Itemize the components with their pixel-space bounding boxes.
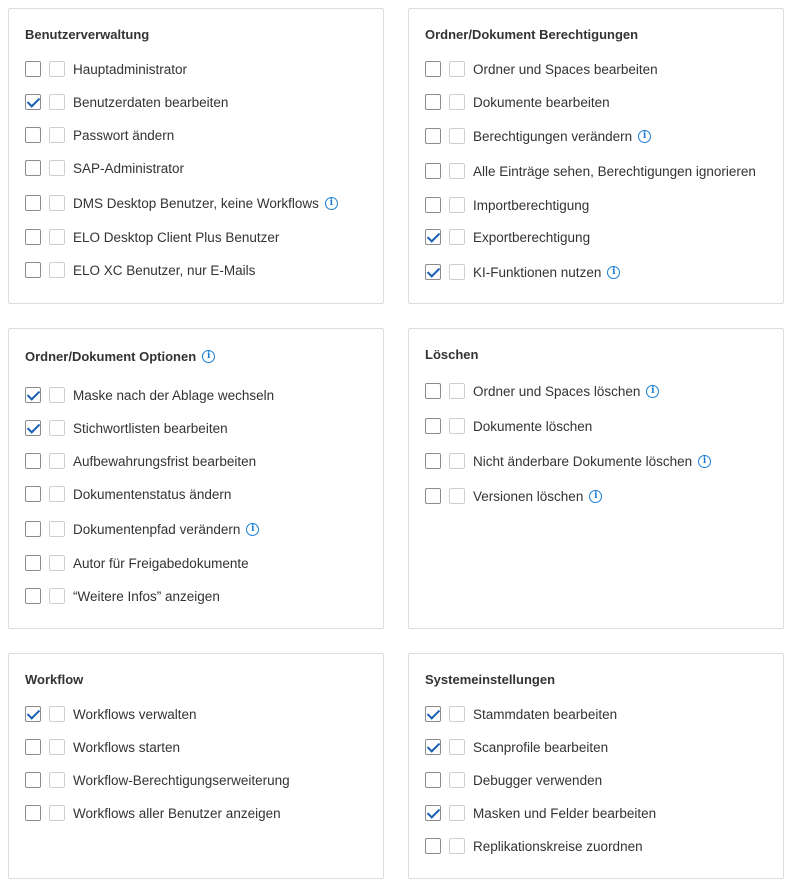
permission-row[interactable]	[25, 737, 180, 757]
checkbox[interactable]	[425, 197, 441, 213]
permission-label: Ordner und Spaces bearbeiten	[473, 61, 658, 77]
secondary-checkbox[interactable]	[449, 128, 465, 144]
info-icon[interactable]: i	[698, 455, 711, 468]
checkbox[interactable]	[425, 94, 441, 110]
permission-label: ELO Desktop Client Plus Benutzer	[73, 229, 280, 245]
permission-row[interactable]	[25, 193, 338, 213]
panel-systemeinstellungen	[408, 653, 784, 879]
permission-label: Exportberechtigung	[473, 229, 591, 245]
permission-row[interactable]	[425, 486, 602, 506]
checkbox[interactable]	[425, 128, 441, 144]
permission-label: Alle Einträge sehen, Berechtigungen ignorieren	[473, 163, 756, 179]
panel-title: Systemeinstellungen	[425, 672, 556, 687]
permission-label: Scanprofile bearbeiten	[473, 739, 609, 755]
checkbox[interactable]	[425, 61, 441, 77]
checkbox-checked[interactable]	[25, 420, 41, 436]
permission-row[interactable]	[25, 125, 174, 145]
secondary-checkbox[interactable]	[49, 521, 65, 537]
permission-row[interactable]	[425, 381, 659, 401]
secondary-checkbox[interactable]	[449, 488, 465, 504]
permission-label: Passwort ändern	[73, 127, 175, 143]
permission-row[interactable]	[425, 92, 610, 112]
permission-label: DMS Desktop Benutzer, keine Workflows	[73, 195, 319, 211]
info-icon[interactable]: i	[246, 523, 259, 536]
permission-label: Importberechtigung	[473, 197, 590, 213]
permission-row[interactable]	[425, 59, 658, 79]
permission-row[interactable]	[425, 262, 620, 282]
info-icon[interactable]: i	[589, 490, 602, 503]
permission-row[interactable]	[25, 92, 228, 112]
panel-ordner-dokument-optionen	[8, 328, 384, 629]
permission-label: Masken und Felder bearbeiten	[473, 805, 657, 821]
panel-loeschen	[408, 328, 784, 629]
panel-title: Löschen	[425, 347, 479, 362]
checkbox-checked[interactable]	[425, 264, 441, 280]
info-icon[interactable]: i	[202, 350, 215, 363]
secondary-checkbox[interactable]	[49, 706, 65, 722]
checkbox[interactable]	[25, 127, 41, 143]
secondary-checkbox[interactable]	[449, 229, 465, 245]
permission-row[interactable]	[425, 161, 756, 181]
secondary-checkbox[interactable]	[449, 706, 465, 722]
permission-row[interactable]	[425, 770, 602, 790]
panel-workflow	[8, 653, 384, 879]
secondary-checkbox[interactable]	[49, 486, 65, 502]
permission-label: ELO XC Benutzer, nur E-Mails	[73, 262, 256, 278]
info-icon[interactable]: i	[638, 130, 651, 143]
checkbox[interactable]	[425, 838, 441, 854]
checkbox[interactable]	[25, 739, 41, 755]
checkbox[interactable]	[425, 163, 441, 179]
permission-row[interactable]	[25, 586, 220, 606]
permission-label: Workflows aller Benutzer anzeigen	[73, 805, 281, 821]
checkbox[interactable]	[25, 772, 41, 788]
secondary-checkbox[interactable]	[49, 453, 65, 469]
secondary-checkbox[interactable]	[49, 772, 65, 788]
secondary-checkbox[interactable]	[49, 127, 65, 143]
permission-row[interactable]	[425, 704, 617, 724]
secondary-checkbox[interactable]	[449, 739, 465, 755]
permission-row[interactable]	[25, 770, 290, 790]
checkbox[interactable]	[425, 383, 441, 399]
permission-label: Benutzerdaten bearbeiten	[73, 94, 229, 110]
permission-label: Dokumente bearbeiten	[473, 94, 610, 110]
secondary-checkbox[interactable]	[49, 229, 65, 245]
checkbox[interactable]	[425, 488, 441, 504]
permission-label: Dokumente löschen	[473, 418, 593, 434]
permission-label: Maske nach der Ablage wechseln	[73, 387, 275, 403]
permission-row[interactable]	[25, 59, 187, 79]
permission-label: Debugger verwenden	[473, 772, 603, 788]
secondary-checkbox[interactable]	[49, 739, 65, 755]
permission-label: SAP-Administrator	[73, 160, 185, 176]
secondary-checkbox[interactable]	[449, 772, 465, 788]
permission-row[interactable]	[425, 737, 608, 757]
permission-label: Ordner und Spaces löschen	[473, 383, 641, 399]
checkbox[interactable]	[25, 555, 41, 571]
checkbox[interactable]	[25, 195, 41, 211]
permission-label: Aufbewahrungsfrist bearbeiten	[73, 453, 257, 469]
checkbox[interactable]	[25, 588, 41, 604]
checkbox-checked[interactable]	[25, 94, 41, 110]
secondary-checkbox[interactable]	[49, 61, 65, 77]
checkbox[interactable]	[25, 262, 41, 278]
secondary-checkbox[interactable]	[449, 383, 465, 399]
permission-row[interactable]	[425, 195, 589, 215]
info-icon[interactable]: i	[325, 197, 338, 210]
permission-label: Versionen löschen	[473, 488, 584, 504]
panel-title: Ordner/Dokument Berechtigungen	[425, 27, 639, 42]
permission-row[interactable]	[25, 260, 255, 280]
secondary-checkbox[interactable]	[49, 805, 65, 821]
panel-ordner-dokument-berechtigungen	[408, 8, 784, 304]
permission-row[interactable]	[425, 227, 590, 247]
permission-label: Replikationskreise zuordnen	[473, 838, 643, 854]
permission-row[interactable]	[25, 227, 279, 247]
secondary-checkbox[interactable]	[449, 163, 465, 179]
checkbox[interactable]	[25, 229, 41, 245]
permission-row[interactable]	[25, 385, 274, 405]
secondary-checkbox[interactable]	[449, 61, 465, 77]
checkbox[interactable]	[25, 453, 41, 469]
secondary-checkbox[interactable]	[449, 264, 465, 280]
secondary-checkbox[interactable]	[449, 94, 465, 110]
checkbox-checked[interactable]	[425, 805, 441, 821]
permission-label: Stammdaten bearbeiten	[473, 706, 618, 722]
permission-label: Hauptadministrator	[73, 61, 188, 77]
panel-title: Workflow	[25, 672, 84, 687]
permission-row[interactable]	[425, 451, 711, 471]
secondary-checkbox[interactable]	[49, 420, 65, 436]
permission-label: “Weitere Infos” anzeigen	[73, 588, 220, 604]
checkbox-checked[interactable]	[425, 706, 441, 722]
secondary-checkbox[interactable]	[49, 588, 65, 604]
permission-label: Autor für Freigabedokumente	[73, 555, 249, 571]
permission-row[interactable]	[25, 451, 256, 471]
permission-label: Workflows verwalten	[73, 706, 197, 722]
permission-label: Workflow-Berechtigungserweiterung	[73, 772, 290, 788]
checkbox[interactable]	[25, 521, 41, 537]
secondary-checkbox[interactable]	[449, 197, 465, 213]
permission-label: Nicht änderbare Dokumente löschen	[473, 453, 693, 469]
secondary-checkbox[interactable]	[449, 805, 465, 821]
permission-row[interactable]	[25, 553, 249, 573]
panel-title: Benutzerverwaltung	[25, 27, 150, 42]
permission-row[interactable]	[25, 158, 184, 178]
checkbox[interactable]	[25, 486, 41, 502]
permission-label: Dokumentenstatus ändern	[73, 486, 232, 502]
checkbox[interactable]	[25, 160, 41, 176]
panel-title: Ordner/Dokument Optionen i	[25, 349, 215, 364]
secondary-checkbox[interactable]	[49, 555, 65, 571]
secondary-checkbox[interactable]	[49, 195, 65, 211]
secondary-checkbox[interactable]	[449, 418, 465, 434]
checkbox[interactable]	[25, 805, 41, 821]
info-icon[interactable]: i	[607, 266, 620, 279]
checkbox[interactable]	[425, 772, 441, 788]
secondary-checkbox[interactable]	[49, 387, 65, 403]
permission-row[interactable]	[25, 484, 231, 504]
info-icon[interactable]: i	[646, 385, 659, 398]
permission-row[interactable]	[425, 836, 643, 856]
permission-row[interactable]	[425, 803, 656, 823]
permission-label: Dokumentenpfad verändern	[73, 521, 241, 537]
permission-row[interactable]	[25, 418, 228, 438]
permission-row[interactable]	[25, 519, 259, 539]
checkbox[interactable]	[25, 61, 41, 77]
secondary-checkbox[interactable]	[49, 262, 65, 278]
permission-label: Workflows starten	[73, 739, 181, 755]
secondary-checkbox[interactable]	[49, 94, 65, 110]
checkbox-checked[interactable]	[25, 387, 41, 403]
permission-row[interactable]	[425, 126, 651, 146]
permission-label: Berechtigungen verändern	[473, 128, 633, 144]
permission-label: KI-Funktionen nutzen	[473, 264, 602, 280]
checkbox-checked[interactable]	[425, 229, 441, 245]
permission-row[interactable]	[25, 704, 197, 724]
checkbox-checked[interactable]	[25, 706, 41, 722]
panel-benutzerverwaltung	[8, 8, 384, 304]
secondary-checkbox[interactable]	[49, 160, 65, 176]
checkbox[interactable]	[425, 418, 441, 434]
secondary-checkbox[interactable]	[449, 453, 465, 469]
permission-row[interactable]	[425, 416, 592, 436]
secondary-checkbox[interactable]	[449, 838, 465, 854]
permission-label: Stichwortlisten bearbeiten	[73, 420, 228, 436]
permission-row[interactable]	[25, 803, 281, 823]
checkbox[interactable]	[425, 453, 441, 469]
checkbox-checked[interactable]	[425, 739, 441, 755]
